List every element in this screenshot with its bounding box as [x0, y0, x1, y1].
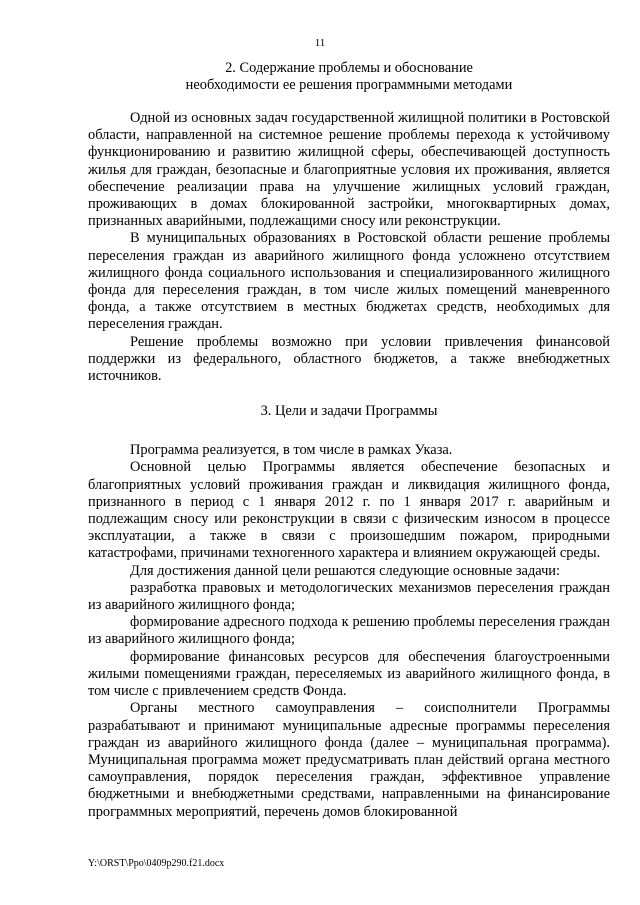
paragraph: Программа реализуется, в том числе в рамках Указа.	[130, 442, 453, 459]
section-2-body	[88, 110, 610, 385]
paragraph: формирование финансовых ресурсов для обеспечения благоустроенными жилыми помещениями граждан, переселяемых из аварийного жилищного фонда, в том числе с привлечением средств Фонда.	[88, 648, 610, 700]
section-3-body	[88, 442, 610, 820]
paragraph: разработка правовых и методологических механизмов переселения граждан из аварийного жилищного фонда;	[88, 579, 610, 614]
footer-file-path: Y:\ORST\Ppo\0409p290.f21.docx	[88, 858, 225, 869]
page-number: 11	[314, 37, 326, 49]
paragraph: формирование адресного подхода к решению проблемы переселения граждан из аварийного жилищного фонда;	[88, 614, 610, 648]
paragraph: Для достижения данной цели решаются следующие основные задачи:	[130, 562, 561, 579]
paragraph: Одной из основных задач государственной жилищной политики в Ростовской области, направленной на системное решение проблемы перехода к устойчивому функционированию и развитию жилищной сферы, обеспечивающей доступность жилья для граждан, безопасные и благоприятные условия их проживания, является обеспечение реализации права на улучшение жилищных условий граждан, проживающих в домах блокированной застройки, многоквартирных домах, признанных аварийными, подлежащими сносу или реконструкции.	[88, 110, 610, 230]
section-3-title: 3. Цели и задачи Программы	[260, 403, 438, 420]
paragraph: Основной целью Программы является обеспечение безопасных и благоприятных условий проживания граждан и ликвидация жилищного фонда, признанного в период с 1 января 2012 г. по 1 января 2017 г. аварийным и подлежащим сносу или реконструкции в связи с физическим износом в процессе эксплуатации, а также в связи с произошедшим пожаром, природными катастрофами, причинами техногенного характера и влиянием окружающей среды.	[88, 459, 610, 562]
section-2-title	[88, 60, 610, 94]
document-body	[88, 60, 610, 821]
section-2-title-line-1: 2. Содержание проблемы и обоснование	[225, 60, 473, 76]
paragraph: Органы местного самоуправления – соисполнители Программы разрабатывают и принимают муниципальные адресные программы переселения граждан из аварийного жилищного фонда (далее – муниципальная программа). Муниципальная программа может предусматривать план действий органа местного самоуправления, порядок переселения граждан, эффективное управление бюджетными и внебюджетными средствами, направленными на финансирование программных мероприятий, перечень домов блокированной	[88, 700, 610, 820]
paragraph: В муниципальных образованиях в Ростовской области решение проблемы переселения граждан из аварийного жилищного фонда усложнено отсутствием жилищного фонда социального использования и специализированного жилищного фонда для переселения граждан, в том числе жилых помещений маневренного фонда, а также отсутствием в местных бюджетах средств, необходимых для переселения граждан.	[88, 230, 610, 333]
section-2-title-line-2: необходимости ее решения программными методами	[185, 77, 513, 93]
paragraph: Решение проблемы возможно при условии привлечения финансовой поддержки из федерального, областного бюджетов, а также внебюджетных источников.	[88, 333, 610, 385]
